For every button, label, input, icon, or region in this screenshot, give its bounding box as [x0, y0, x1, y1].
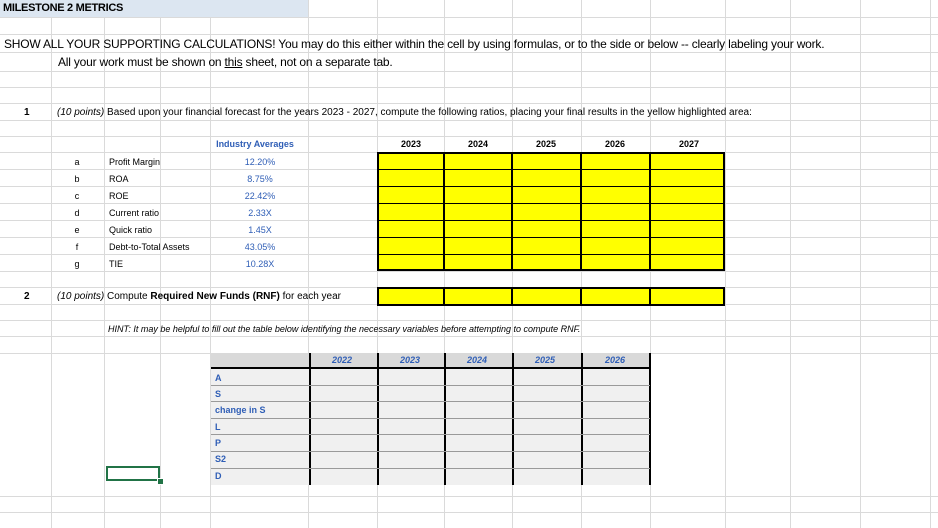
metric-label[interactable]: ROE	[109, 191, 129, 201]
grid-line	[0, 52, 938, 53]
instruction-text: sheet, not on a separate tab.	[242, 55, 393, 69]
year-header[interactable]: 2023	[400, 139, 422, 149]
year-header[interactable]: 2024	[467, 139, 489, 149]
grid-line	[160, 0, 161, 528]
row-letter[interactable]: d	[74, 208, 80, 218]
rnf-row-border	[211, 434, 650, 435]
metric-label[interactable]: TIE	[109, 259, 124, 269]
answer-cell-border	[580, 287, 582, 306]
rnf-column-border	[377, 353, 379, 485]
hint-text[interactable]: HINT: It may be helpful to fill out the table below identifying the necessary variables before attempting to compute RNF.	[108, 324, 581, 334]
instruction-line-2[interactable]	[58, 55, 393, 69]
rnf-year-header[interactable]: 2024	[466, 355, 488, 365]
rnf-row-border	[211, 451, 650, 452]
metric-label[interactable]: Quick ratio	[109, 225, 153, 235]
answer-cell-border	[377, 203, 725, 204]
fill-handle[interactable]	[157, 478, 164, 485]
metric-label[interactable]: ROA	[109, 174, 129, 184]
metric-label[interactable]: Profit Margin	[109, 157, 161, 167]
year-header[interactable]: 2027	[678, 139, 700, 149]
grid-line	[930, 0, 931, 528]
year-header[interactable]: 2026	[604, 139, 626, 149]
row-letter[interactable]: b	[74, 174, 80, 184]
industry-value[interactable]: 10.28X	[245, 259, 275, 269]
rnf-year-header[interactable]: 2022	[331, 355, 353, 365]
row-letter[interactable]: g	[74, 259, 80, 269]
grid-line	[0, 71, 938, 72]
rnf-variable-label[interactable]: P	[215, 438, 222, 448]
grid-line	[0, 103, 938, 104]
industry-value[interactable]: 22.42%	[244, 191, 276, 201]
question-body: for each year	[279, 291, 341, 302]
question-points: (10 points)	[57, 107, 105, 118]
rnf-variable-label[interactable]: change in S	[215, 405, 266, 415]
grid-line	[0, 512, 938, 513]
grid-line	[0, 120, 938, 121]
metric-label[interactable]: Debt-to-Total Assets	[109, 242, 190, 252]
rnf-column-border	[581, 353, 583, 485]
metric-label[interactable]: Current ratio	[109, 208, 160, 218]
sheet-title[interactable]: MILESTONE 2 METRICS	[3, 2, 123, 14]
rnf-variable-label[interactable]: S	[215, 389, 222, 399]
answer-cell-border	[377, 254, 725, 255]
rnf-row-border	[211, 385, 650, 386]
rnf-year-header[interactable]: 2025	[534, 355, 556, 365]
rnf-column-border	[512, 353, 514, 485]
question-2-text[interactable]	[57, 291, 341, 302]
answer-cell-border	[377, 220, 725, 221]
answer-cell-border	[377, 169, 725, 170]
grid-line	[860, 0, 861, 528]
question-1-text[interactable]	[57, 107, 752, 118]
rnf-row-border	[211, 468, 650, 469]
grid-line	[0, 136, 938, 137]
answer-cell-border	[443, 287, 445, 306]
industry-value[interactable]: 8.75%	[247, 174, 273, 184]
industry-value[interactable]: 2.33X	[248, 208, 272, 218]
question-body: Based upon your financial forecast for the years 2023 - 2027, compute the following ratios, placing your final results in the yellow highlighted area:	[104, 107, 752, 118]
rnf-column-border	[309, 353, 311, 485]
question-body-bold: Required New Funds (RNF)	[150, 291, 280, 302]
answer-cell-border	[377, 237, 725, 238]
grid-line	[0, 87, 938, 88]
question-points: (10 points)	[57, 291, 105, 302]
grid-line	[0, 496, 938, 497]
question-number[interactable]: 2	[24, 291, 30, 302]
grid-line	[51, 0, 52, 528]
grid-line	[0, 17, 938, 18]
instruction-line-1[interactable]: SHOW ALL YOUR SUPPORTING CALCULATIONS! You may do this either within the cell by using formulas, or to the side or below -- clearly labeling your work.	[4, 37, 825, 51]
industry-value[interactable]: 43.05%	[244, 242, 276, 252]
rnf-answer-area[interactable]	[377, 287, 725, 306]
rnf-variable-label[interactable]: L	[215, 422, 221, 432]
question-number[interactable]: 1	[24, 107, 30, 118]
question-body: Compute	[104, 291, 151, 302]
rnf-year-header[interactable]: 2026	[604, 355, 626, 365]
row-letter[interactable]: a	[74, 157, 80, 167]
grid-line	[790, 0, 791, 528]
grid-line	[0, 34, 938, 35]
industry-value[interactable]: 12.20%	[244, 157, 276, 167]
rnf-column-border	[444, 353, 446, 485]
answer-cell-border	[649, 287, 651, 306]
rnf-row-border	[211, 418, 650, 419]
rnf-variable-label[interactable]: A	[215, 373, 222, 383]
instruction-text: All your work must be shown on	[58, 55, 225, 69]
row-letter[interactable]: f	[75, 242, 79, 252]
rnf-year-header[interactable]: 2023	[399, 355, 421, 365]
rnf-column-border	[649, 353, 651, 485]
industry-averages-header[interactable]: Industry Averages	[216, 139, 294, 149]
grid-line	[0, 336, 938, 337]
industry-value[interactable]: 1.45X	[248, 225, 272, 235]
rnf-variable-label[interactable]: D	[215, 471, 222, 481]
grid-line	[0, 320, 938, 321]
grid-line	[0, 271, 938, 272]
grid-line	[104, 0, 105, 528]
active-cell-selection[interactable]	[106, 466, 160, 481]
answer-cell-border	[511, 287, 513, 306]
row-letter[interactable]: c	[74, 191, 80, 201]
instruction-underlined: this	[224, 55, 243, 69]
rnf-row-border	[211, 401, 650, 402]
grid-line	[725, 0, 726, 528]
year-header[interactable]: 2025	[535, 139, 557, 149]
row-letter[interactable]: e	[74, 225, 80, 235]
rnf-variable-label[interactable]: S2	[215, 454, 227, 464]
answer-cell-border	[377, 186, 725, 187]
